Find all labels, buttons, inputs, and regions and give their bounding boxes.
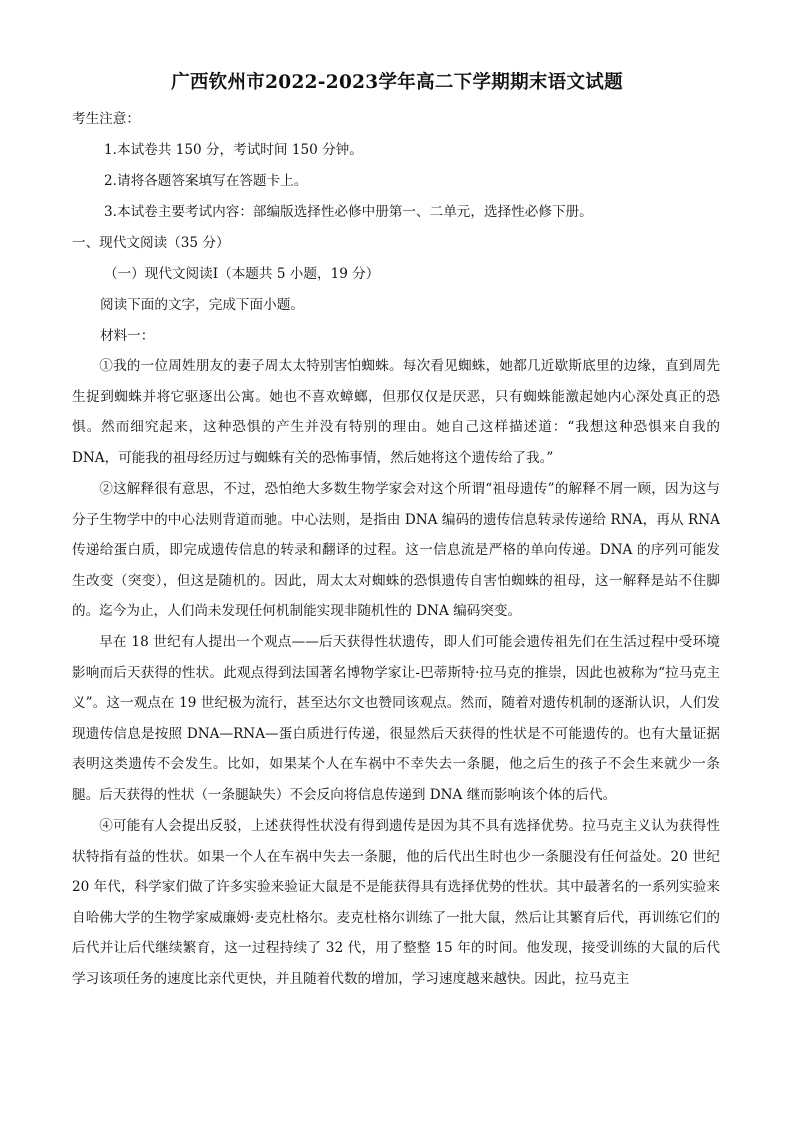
exam-title: 广西钦州市2022-2023学年高二下学期期末语文试题 bbox=[171, 72, 623, 93]
section-heading: 一、现代文阅读（35 分） bbox=[72, 235, 230, 251]
section-subheading: （一）现代文阅读Ⅰ（本题共 5 小题，19 分） bbox=[104, 266, 380, 282]
notice-item-1: 1.本试卷共 150 分，考试时间 150 分钟。 bbox=[104, 142, 363, 158]
paragraph-1: ①我的一位周姓朋友的妻子周太太特别害怕蜘蛛。每次看见蜘蛛，她都几近歇斯底里的边缘，直到周先生捉到蜘蛛并将它驱逐出公寓。她也不喜欢蟑螂，但那仅仅是厌恶，只有蜘蛛能激起她内心深处真正的恐惧。然而细究起来，这种恐惧的产生并没有特别的理由。她自己这样描述道：“我想这种恐惧来自我的 DNA，可能我的祖母经历过与蜘蛛有关的恐怖事情，然后她将这个遗传给了我。” bbox=[72, 358, 720, 466]
paragraph-4: ④可能有人会提出反驳，上述获得性状没有得到遗传是因为其不具有选择优势。拉马克主义认为获得性状特指有益的性状。如果一个人在车祸中失去一条腿，他的后代出生时也少一条腿没有任何益处。20 世纪 20 年代，科学家们做了许多实验来验证大鼠是不是能获得具有选择优势的性状。其中最著名的一系列实验来自哈佛大学的生物学家威廉姆·麦克杜格尔。麦克杜格尔训练了一批大鼠，然后让其繁育后代，再训练它们的后代并让后代继续繁育，这一过程持续了 32 代，用了整整 15 年的时间。他发现，接受训练的大鼠的后代学习该项任务的速度比亲代更快，并且随着代数的增加，学习速度越来越快。因此，拉马克主 bbox=[72, 818, 720, 987]
paragraph-2: ②这解释很有意思，不过，恐怕绝大多数生物学家会对这个所谓“祖母遗传”的解释不屑一顾，因为这与分子生物学中的中心法则背道而驰。中心法则，是指由 DNA 编码的遗传信息转录传递给 RNA，再从 RNA 传递给蛋白质，即完成遗传信息的转录和翻译的过程。这一信息流是严格的单向传递。DNA 的序列可能发生改变（突变），但这是随机的。因此，周太太对蜘蛛的恐惧遗传自害怕蜘蛛的祖母，这一解释是站不住脚的。迄今为止，人们尚未发现任何机制能实现非随机性的 DNA 编码突变。 bbox=[72, 481, 720, 620]
notice-item-3: 3.本试卷主要考试内容：部编版选择性必修中册第一、二单元，选择性必修下册。 bbox=[104, 204, 593, 220]
reading-instruction: 阅读下面的文字，完成下面小题。 bbox=[100, 297, 304, 313]
notice-item-2: 2.请将各题答案填写在答题卡上。 bbox=[104, 173, 308, 189]
paragraph-3: 早在 18 世纪有人提出一个观点——后天获得性状遗传，即人们可能会遗传祖先们在生活过程中受环境影响而后天获得的性状。此观点得到法国著名博物学家让-巴蒂斯特·拉马克的推崇，因此也被称为“拉马克主义”。这一观点在 19 世纪极为流行，甚至达尔文也赞同该观点。然而，随着对遗传机制的逐渐认识，人们发现遗传信息是按照 DNA—RNA—蛋白质进行传递，很显然后天获得的性状是不可能遗传的。也有大量证据表明这类遗传不会发生。比如，如果某个人在车祸中不幸失去一条腿，他之后生的孩子不会生来就少一条腿。后天获得的性状（一条腿缺失）不会反向将信息传递到 DNA 继而影响该个体的后代。 bbox=[72, 634, 720, 803]
material-label bbox=[100, 327, 154, 345]
material-label-text: 材料一： bbox=[100, 328, 155, 344]
notice-heading: 考生注意： bbox=[72, 111, 140, 127]
